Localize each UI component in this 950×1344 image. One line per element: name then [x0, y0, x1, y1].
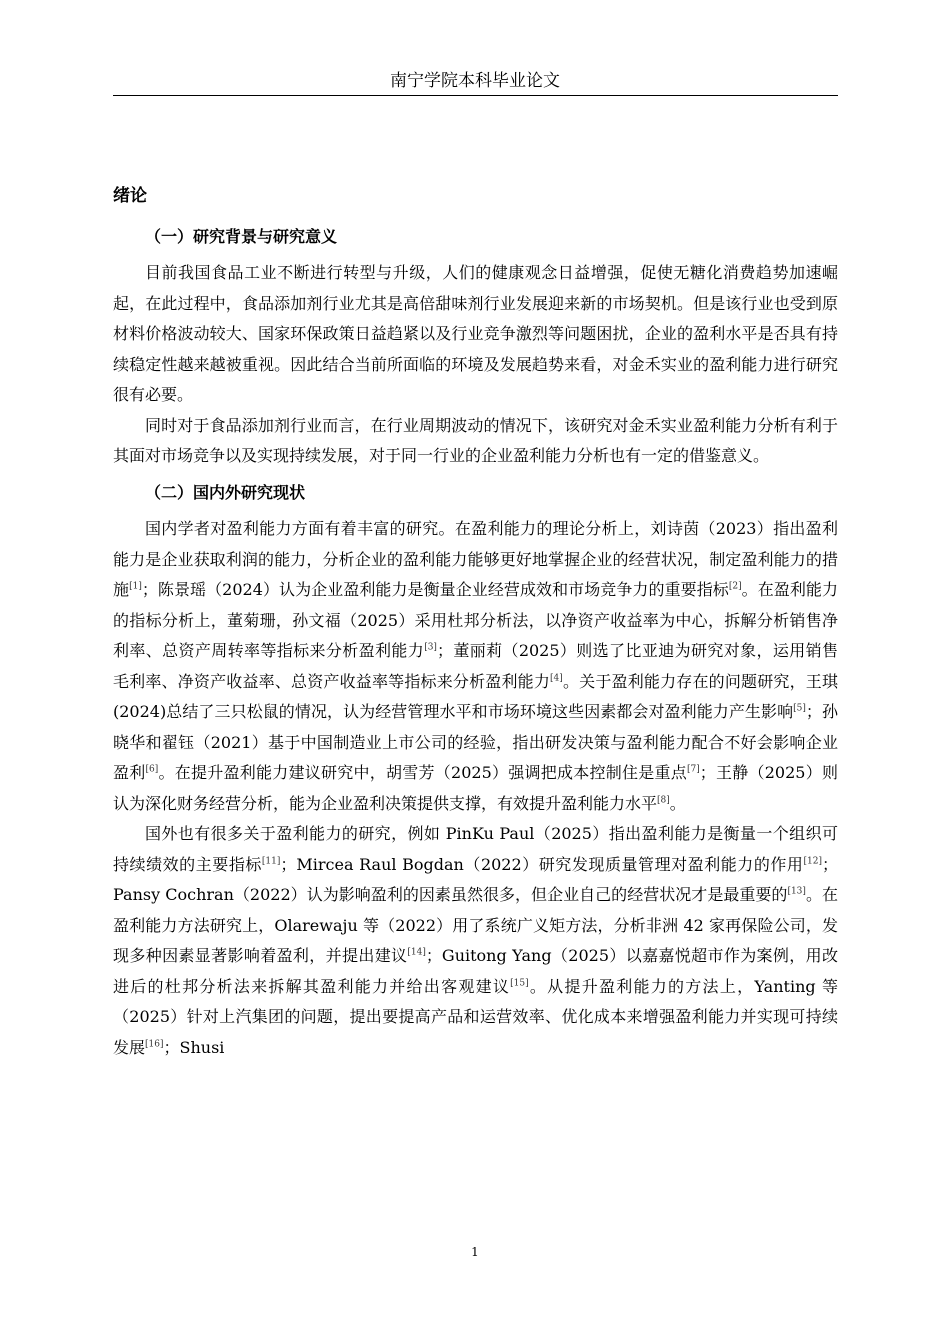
citation-mark[interactable]: [3]	[424, 642, 437, 653]
text-run: 目前我国食品工业不断进行转型与升级，人们的健康观念日益增强，促使无糖化消费趋势加速崛起，在此过程中，食品添加剂行业尤其是高倍甜味剂行业发展迎来新的市场契机。但是该行业也受到原材料价格波动较大、国家环保政策日益趋紧以及行业竞争激烈等问题困扰，企业的盈利水平是否具有持续稳定性越来越被重视。因此结合当前所面临的环境及发展趋势来看，对金禾实业的盈利能力进行研究很有必要。	[113, 263, 838, 404]
sections-container	[113, 222, 838, 1064]
body-paragraph	[113, 411, 838, 472]
citation-mark[interactable]: [14]	[407, 947, 426, 958]
citation-mark[interactable]: [7]	[687, 764, 700, 775]
text-run: ；董丽莉（2025）则选了比亚迪为研究对象，运用销售毛利率、净资产收益率、总资产收益率等指标来分析盈利能力	[113, 641, 838, 691]
text-run: ；王静（2025）则认为深化财务经营分析，能为企业盈利决策提供支撑，有效提升盈利能力水平	[113, 763, 838, 813]
citation-mark[interactable]: [12]	[803, 856, 822, 867]
text-run: 国外也有很多关于盈利能力的研究，例如 PinKu Paul（2025）指出盈利能力是衡量一个组织可持续绩效的主要指标	[113, 824, 838, 874]
citation-mark[interactable]: [5]	[793, 703, 806, 714]
running-header: 南宁学院本科毕业论文	[390, 71, 560, 91]
citation-mark[interactable]: [16]	[145, 1039, 164, 1050]
citation-mark[interactable]: [8]	[657, 795, 670, 806]
text-run: ；Mircea Raul Bogdan（2022）研究发现质量管理对盈利能力的作用	[280, 854, 804, 874]
section-heading: （二）国内外研究现状	[145, 482, 306, 502]
text-run: 。在盈利能力的指标分析上，董菊珊，孙文福（2025）采用杜邦分析法，以净资产收益率为中心，拆解分析销售净利率、总资产周转率等指标来分析盈利能力	[113, 580, 838, 660]
section-heading: （一）研究背景与研究意义	[145, 226, 338, 246]
citation-mark[interactable]: [2]	[728, 581, 742, 592]
header-rule	[113, 95, 838, 96]
citation-mark[interactable]: [6]	[145, 764, 159, 775]
text-run: 国内学者对盈利能力方面有着丰富的研究。在盈利能力的理论分析上，刘诗茵（2023）指出盈利能力是企业获取利润的能力，分析企业的盈利能力能够更好地掌握企业的经营状况，制定盈利能力的措施	[113, 519, 838, 599]
body-paragraph	[113, 819, 838, 1063]
text-run: 。	[669, 793, 686, 813]
citation-mark[interactable]: [13]	[787, 886, 806, 897]
text-run: 。关于盈利能力存在的问题研究，王琪(2024)总结了三只松鼠的情况，认为经营管理水平和市场环境这些因素都会对盈利能力产生影响	[113, 671, 838, 721]
citation-mark[interactable]: [11]	[261, 856, 281, 867]
page-body	[113, 181, 838, 1063]
text-run: ；Pansy Cochran（2022）认为影响盈利的因素虽然很多，但企业自己的经营状况才是最重要的	[113, 854, 838, 904]
text-run: 。在盈利能力方法研究上，Olarewaju 等（2022）用了系统广义矩方法，分析非洲 42 家再保险公司，发现多种因素显著影响着盈利，并提出建议	[113, 885, 838, 965]
text-run: 。在提升盈利能力建议研究中，胡雪芳（2025）强调把成本控制住是重点	[158, 763, 687, 782]
text-run: 同时对于食品添加剂行业而言，在行业周期波动的情况下，该研究对金禾实业盈利能力分析有利于其面对市场竞争以及实现持续发展，对于同一行业的企业盈利能力分析也有一定的借鉴意义。	[113, 415, 838, 465]
text-run: 。从提升盈利能力的方法上，Yanting 等（2025）针对上汽集团的问题，提出要提高产品和运营效率、优化成本来增强盈利能力并实现可持续发展	[113, 976, 838, 1057]
body-paragraph	[113, 514, 838, 819]
body-paragraph	[113, 258, 838, 411]
text-run: ；Guitong Yang（2025）以嘉嘉悦超市作为案例，用改进后的杜邦分析法来拆解其盈利能力并给出客观建议	[113, 946, 838, 996]
text-run: ；陈景瑶（2024）认为企业盈利能力是衡量企业经营成效和市场竞争力的重要指标	[141, 580, 729, 599]
page-number: 1	[471, 1245, 479, 1259]
text-run: ；孙晓华和翟钰（2021）基于中国制造业上市公司的经验，指出研发决策与盈利能力配合不好会影响企业盈利	[113, 702, 838, 782]
text-run: ；Shusi	[163, 1037, 225, 1057]
chapter-title: 绪论	[113, 186, 147, 206]
citation-mark[interactable]: [4]	[550, 673, 563, 684]
citation-mark[interactable]: [1]	[129, 581, 142, 592]
citation-mark[interactable]: [15]	[510, 978, 529, 989]
